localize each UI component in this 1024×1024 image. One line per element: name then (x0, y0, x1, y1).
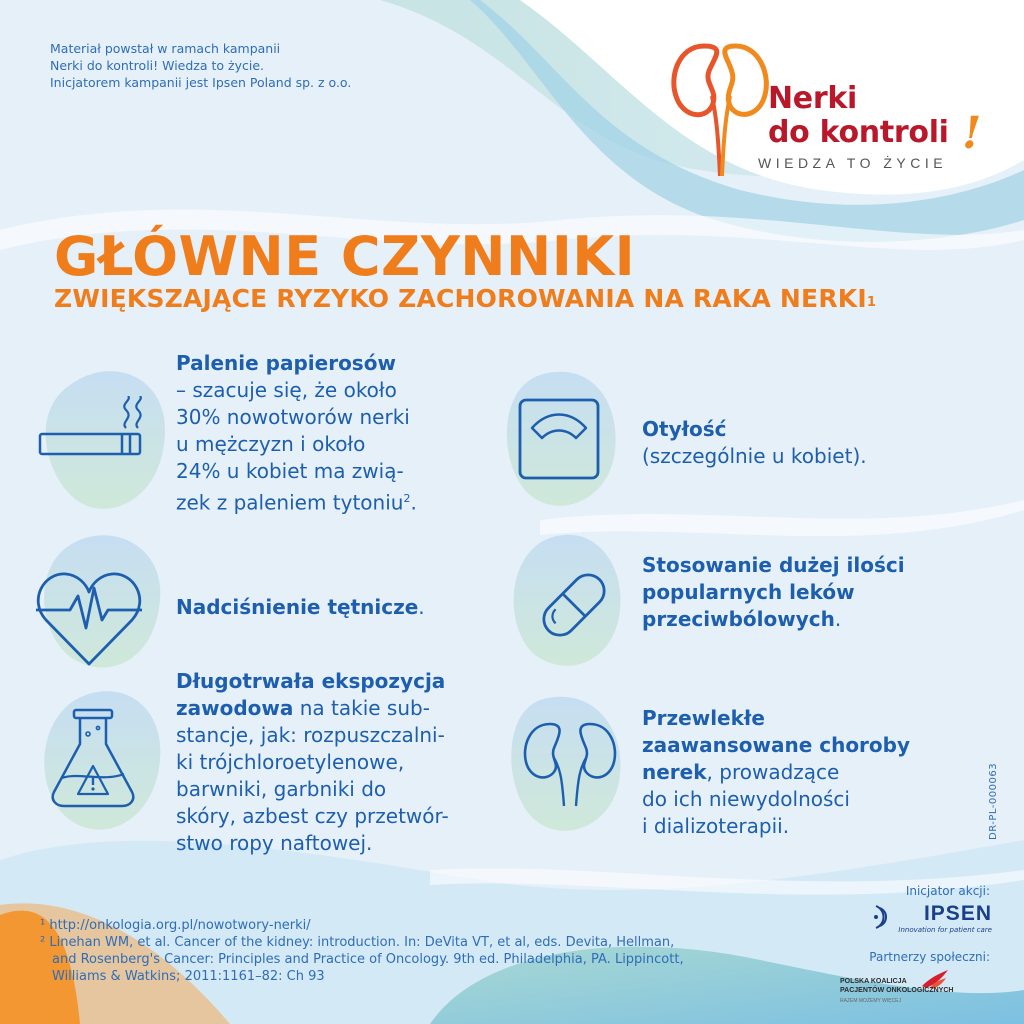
scale-icon (518, 398, 600, 480)
subheadline-text: ZWIĘKSZAJĄCE RYZYKO ZACHOROWANIA NA RAKA NERKI (54, 284, 867, 313)
subheadline-ref: 1 (866, 295, 877, 310)
factor-painkillers-title-3: przeciwbólowych (642, 607, 835, 631)
factor-occupational-line: ki trójchloroetylenowe, (176, 750, 405, 774)
subheadline (54, 282, 876, 316)
factor-hypertension (176, 594, 506, 621)
factor-smoking-line: 30% nowotworów nerki (176, 405, 410, 429)
factor-occupational-line: skóry, azbest czy przetwór- (176, 804, 449, 828)
factor-occupational-title: Długotrwała ekspozycja (176, 669, 446, 693)
campaign-logo (664, 36, 994, 186)
ipsen-tagline: Innovation for patient care (898, 926, 992, 934)
ipsen-name: IPSEN (923, 902, 992, 925)
pko-line-3: RAZEM MOŻEMY WIĘCEJ (840, 998, 902, 1004)
logo-tagline: WIEDZA TO ŻYCIE (758, 155, 948, 171)
factor-obesity-line: (szczególnie u kobiet). (642, 444, 867, 468)
factor-hypertension-suffix: . (418, 595, 425, 619)
campaign-note-line: Inicjatorem kampanii jest Ipsen Poland sp. z o.o. (50, 75, 352, 90)
factor-obesity (642, 416, 982, 470)
ipsen-logo (872, 902, 992, 938)
factor-occupational-line: stwo ropy naftowej. (176, 831, 373, 855)
kidneys-icon (520, 718, 620, 808)
pko-line-1: POLSKA KOALICJA (840, 978, 907, 985)
factor-smoking-ref: 2 (403, 492, 411, 505)
logo-exclamation: ! (962, 108, 982, 159)
factor-smoking-title: Palenie papierosów (176, 351, 396, 375)
factor-painkillers-suffix: . (834, 607, 842, 631)
factor-smoking-line: zek z paleniem tytoniu (176, 490, 404, 515)
factor-smoking-line: – szacuje się, że około (176, 378, 397, 402)
factor-occupational-line: barwniki, garbniki do (176, 777, 387, 801)
factor-smoking: Palenie papierosów – szacuje się, że około 30% nowotworów nerki u mężczyzn i około 24% u kobiet ma zwią- zek z paleniem tytoniu$^2$. (176, 350, 506, 517)
footnote-2: ² Linehan WM, et al. Cancer of the kidney: introduction. In: DeVita VT, et al, eds. Devita, Hellman, (40, 935, 675, 950)
campaign-note (50, 40, 410, 91)
factor-smoking-line: 24% u kobiet ma zwią- (176, 459, 404, 483)
factor-kidney-disease-title-3: nerek (642, 760, 707, 784)
campaign-note-line: Nerki do kontroli! Wiedza to życie. (50, 58, 264, 73)
logo-line-2: do kontroli (768, 115, 949, 150)
lab-flask-icon (48, 708, 138, 808)
initiator-label: Inicjator akcji: (905, 884, 990, 898)
factor-painkillers-title-2: popularnych leków (642, 580, 855, 604)
factor-obesity-title: Otyłość (642, 417, 727, 441)
factor-hypertension-title: Nadciśnienie tętnicze (176, 595, 419, 619)
factor-painkillers (642, 552, 982, 633)
logo-line-1: Nerki (768, 81, 857, 116)
factor-kidney-disease-line: do ich niewydolności (642, 787, 850, 811)
factor-kidney-disease-title-2: zaawansowane choroby (642, 733, 911, 757)
ipsen-mark-icon (872, 904, 894, 930)
headline: GŁÓWNE CZYNNIKI (54, 225, 636, 288)
factor-occupational-line: stancje, jak: rozpuszczalni- (176, 723, 445, 747)
factor-smoking-line: u mężczyzn i około (176, 432, 366, 456)
pko-logo (840, 968, 990, 1012)
factor-occupational (176, 668, 516, 857)
factor-kidney-disease-line: i dializoterapii. (642, 814, 790, 838)
capsule-icon (534, 565, 614, 645)
cigarette-icon (38, 396, 148, 466)
footnote-2-cont: Williams & Watkins; 2011:1161–82: Ch 93 (52, 969, 325, 984)
footnote-1: ¹ http://onkologia.org.pl/nowotwory-nerki/ (40, 918, 311, 933)
factor-painkillers-title: Stosowanie dużej ilości (642, 553, 905, 577)
footnotes (40, 917, 800, 985)
factor-kidney-disease-title: Przewlekłe (642, 706, 765, 730)
factor-kidney-disease-line: , prowadzące (706, 760, 840, 784)
campaign-note-line: Materiał powstał w ramach kampanii (50, 41, 281, 56)
heart-pulse-icon (34, 568, 144, 668)
footnote-2-cont: and Rosenberg's Cancer: Principles and Practice of Oncology. 9th ed. Philadelphia, PA. Lippincott, (52, 952, 684, 967)
factor-occupational-line: na takie sub- (293, 696, 430, 720)
factor-kidney-disease (642, 705, 982, 840)
pko-line-2: PACJENTÓW ONKOLOGICZNYCH (840, 987, 954, 994)
document-reference-code: DR-PL-000063 (988, 762, 999, 840)
factor-occupational-title-2: zawodowa (176, 696, 294, 720)
partners-label: Partnerzy społeczni: (869, 950, 990, 964)
